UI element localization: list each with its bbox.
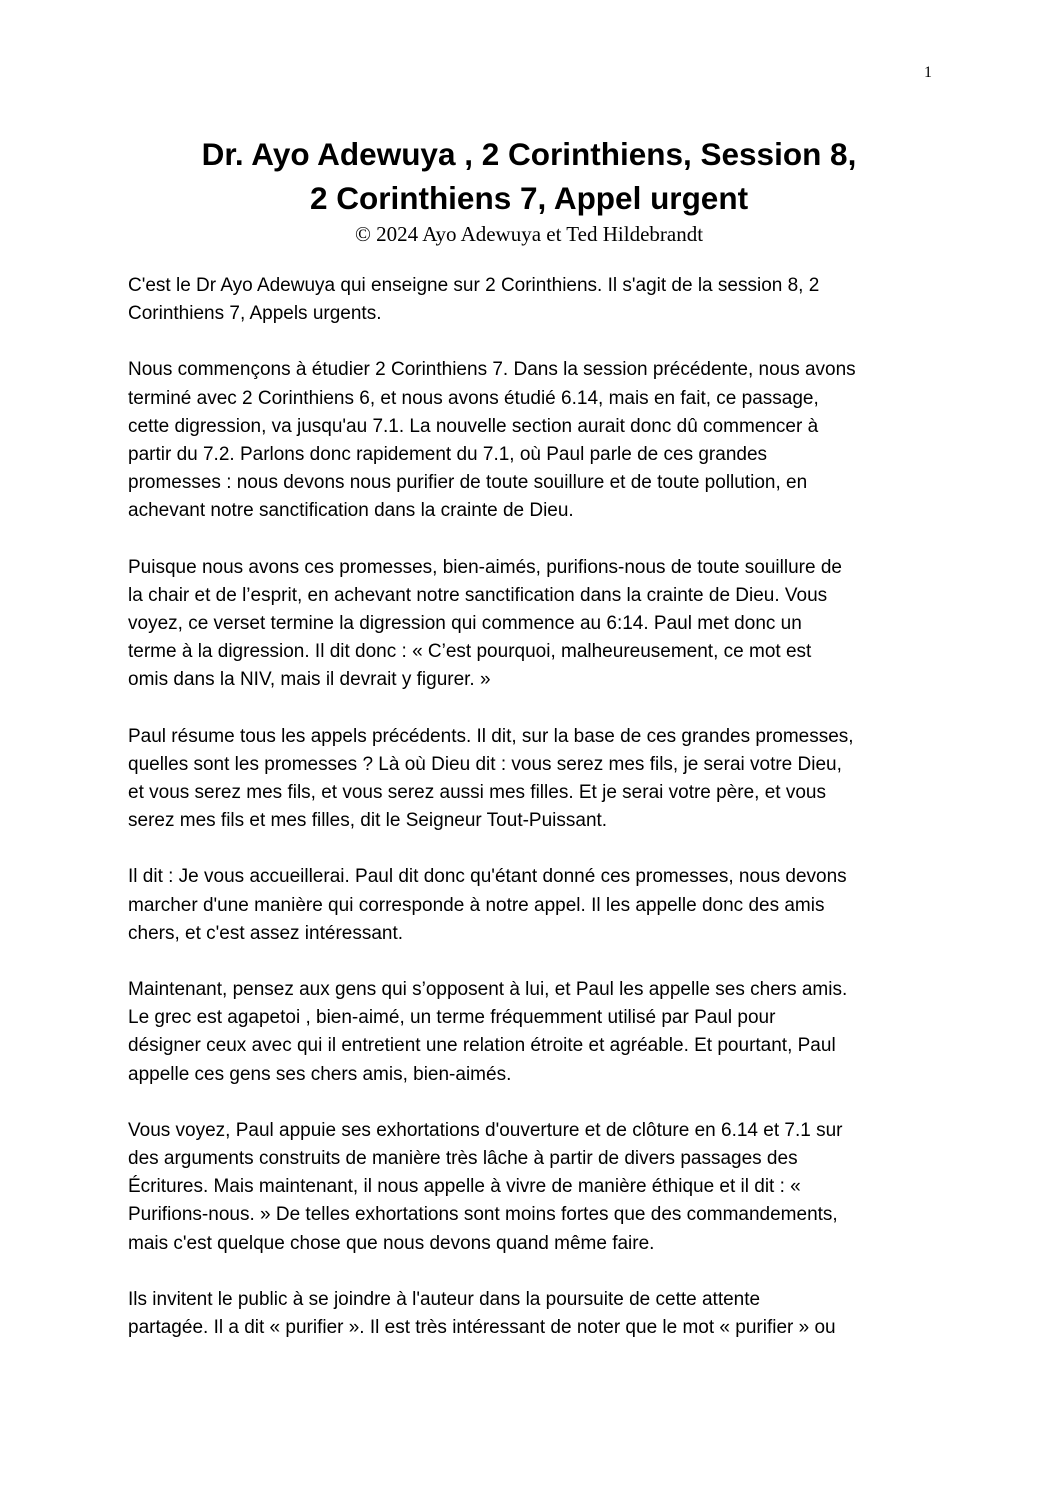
paragraph-line: Puisque nous avons ces promesses, bien-aimés, purifions-nous de toute souillure de <box>128 556 842 578</box>
paragraph <box>128 554 930 695</box>
paragraph-line: des arguments construits de manière très lâche à partir de divers passages des <box>128 1148 798 1170</box>
paragraph-line: Ils invitent le public à se joindre à l'auteur dans la poursuite de cette attente <box>128 1288 761 1310</box>
paragraph-line: terme à la digression. Il dit donc : « C’est pourquoi, malheureusement, ce mot est <box>128 641 812 663</box>
page-number: 1 <box>924 64 932 81</box>
document-body <box>128 272 930 1370</box>
paragraph-line: Écritures. Mais maintenant, il nous appelle à vivre de manière éthique et il dit : « <box>128 1176 801 1198</box>
paragraph-line: partagée. Il a dit « purifier ». Il est très intéressant de noter que le mot « purifier » ou <box>128 1317 836 1339</box>
paragraph-line: désigner ceux avec qui il entretient une relation étroite et agréable. Et pourtant, Paul <box>128 1035 836 1057</box>
document-title-line-2: 2 Corinthiens 7, Appel urgent <box>309 180 749 216</box>
paragraph-line: promesses : nous devons nous purifier de toute souillure et de toute pollution, en <box>128 472 808 494</box>
paragraph <box>128 723 930 836</box>
copyright-notice: © 2024 Ayo Adewuya et Ted Hildebrandt <box>354 222 704 246</box>
paragraph-line: Maintenant, pensez aux gens qui s’opposent à lui, et Paul les appelle ses chers amis. <box>128 979 848 1001</box>
document-header <box>128 132 930 248</box>
paragraph <box>128 1286 930 1342</box>
paragraph <box>128 863 930 948</box>
paragraph <box>128 1117 930 1258</box>
paragraph-line: mais c'est quelque chose que nous devons quand même faire. <box>128 1232 655 1254</box>
paragraph-line: serez mes fils et mes filles, dit le Seigneur Tout-Puissant. <box>128 810 608 832</box>
paragraph-line: appelle ces gens ses chers amis, bien-aimés. <box>128 1063 512 1085</box>
paragraph-line: achevant notre sanctification dans la crainte de Dieu. <box>128 500 574 522</box>
paragraph <box>128 976 930 1089</box>
paragraph-line: terminé avec 2 Corinthiens 6, et nous avons étudié 6.14, mais en fait, ce passage, <box>128 387 819 409</box>
paragraph <box>128 272 930 328</box>
paragraph-line: Nous commençons à étudier 2 Corinthiens 7. Dans la session précédente, nous avons <box>128 359 856 381</box>
paragraph-line: marcher d'une manière qui corresponde à notre appel. Il les appelle donc des amis <box>128 894 825 916</box>
paragraph-line: omis dans la NIV, mais il devrait y figurer. » <box>128 669 491 691</box>
paragraph-line: C'est le Dr Ayo Adewuya qui enseigne sur 2 Corinthiens. Il s'agit de la session 8, 2 <box>128 275 820 296</box>
paragraph-line: cette digression, va jusqu'au 7.1. La nouvelle section aurait donc dû commencer à <box>128 415 819 437</box>
paragraph-line: Corinthiens 7, Appels urgents. <box>128 303 382 325</box>
paragraph-line: quelles sont les promesses ? Là où Dieu dit : vous serez mes fils, je serai votre Dieu, <box>128 753 842 775</box>
paragraph-line: la chair et de l’esprit, en achevant notre sanctification dans la crainte de Dieu. Vous <box>128 584 828 606</box>
paragraph-line: Vous voyez, Paul appuie ses exhortations d'ouverture et de clôture en 6.14 et 7.1 sur <box>128 1119 843 1141</box>
paragraph-line: Il dit : Je vous accueillerai. Paul dit donc qu'étant donné ces promesses, nous devons <box>128 866 847 888</box>
paragraph-line: partir du 7.2. Parlons donc rapidement du 7.1, où Paul parle de ces grandes <box>128 444 768 466</box>
paragraph-line: chers, et c'est assez intéressant. <box>128 922 404 944</box>
paragraph-line: Paul résume tous les appels précédents. Il dit, sur la base de ces grandes promesses, <box>128 725 854 747</box>
document-title-line-1: Dr. Ayo Adewuya , 2 Corinthiens, Session 8, <box>201 136 857 172</box>
paragraph-line: et vous serez mes fils, et vous serez aussi mes filles. Et je serai votre père, et vous <box>128 782 826 804</box>
paragraph-line: Purifions-nous. » De telles exhortations sont moins fortes que des commandements, <box>128 1204 838 1226</box>
paragraph <box>128 356 930 525</box>
paragraph-line: voyez, ce verset termine la digression qui commence au 6:14. Paul met donc un <box>128 613 802 635</box>
paragraph-line: Le grec est agapetoi , bien-aimé, un terme fréquemment utilisé par Paul pour <box>128 1007 776 1029</box>
